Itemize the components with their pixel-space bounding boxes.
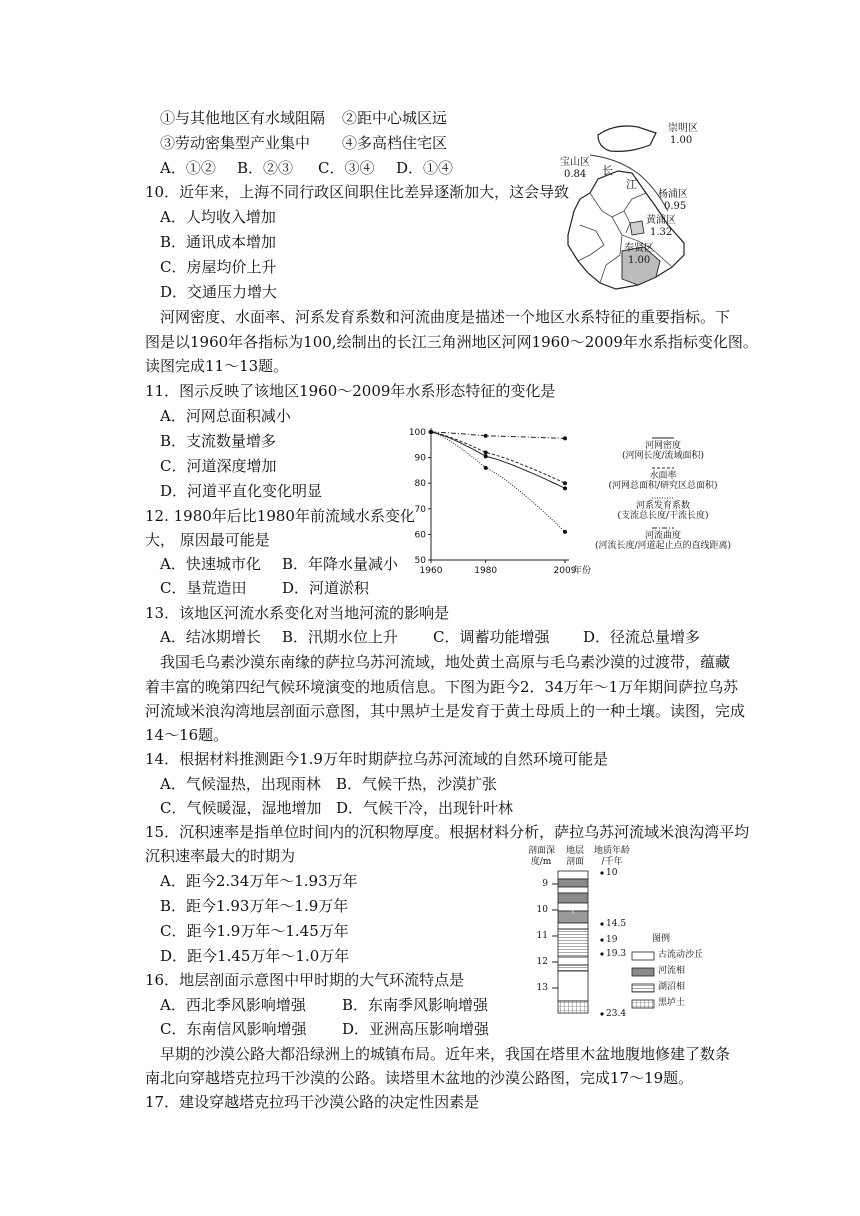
y-tick-label: 80 xyxy=(414,479,426,490)
column-header: 剖面深 xyxy=(528,846,556,856)
district-name: 宝山区 xyxy=(560,157,590,168)
series-line xyxy=(431,432,565,532)
q11-option-b: B．支流数量增多 xyxy=(160,432,277,450)
q9-option-4: ④多高档住宅区 xyxy=(342,134,448,152)
q16-stem: 16．地层剖面示意图中甲时期的大气环流特点是 xyxy=(145,971,465,989)
district-ratio: 0.95 xyxy=(664,201,687,212)
paragraph-line: 着丰富的晚第四纪气候环境演变的地质信息。下图为距今2．34万年～1万年期间萨拉乌苏 xyxy=(145,678,739,696)
q12-option-c: C．垦荒造田 xyxy=(160,579,247,597)
q17-stem: 17．建设穿越塔克拉玛干沙漠公路的决定性因素是 xyxy=(145,1093,480,1111)
paragraph-line: 图是以1960年各指标为100,绘制出的长江三角洲地区河网1960～2009年水系指标变化图。 xyxy=(145,333,758,351)
stratigraphic-column xyxy=(528,846,728,1018)
q15-stem-1: 15．沉积速率是指单位时间内的沉积物厚度。根据材料分析，萨拉乌苏河流域米浪沟湾平均 xyxy=(145,823,750,841)
series-line xyxy=(431,432,565,488)
q12-option-d: D．河道淤积 xyxy=(282,579,370,597)
district-ratio: 1.32 xyxy=(650,227,673,238)
y-tick-label: 50 xyxy=(414,556,426,566)
data-point xyxy=(563,530,567,534)
age-label: 14.5 xyxy=(606,919,627,929)
data-point xyxy=(484,454,488,458)
legend-item: 河流相 xyxy=(658,966,686,976)
legend-item: 古流动沙丘 xyxy=(658,950,704,960)
q16-option-a: A．西北季风影响增强 xyxy=(160,996,306,1014)
q11-option-a: A．河网总面积减小 xyxy=(160,407,291,425)
q14-option-b: B．气候干热，沙漠扩张 xyxy=(336,775,498,793)
q12-stem-1: 12. 1980年后比1980年前流域水系变化 xyxy=(145,507,415,525)
data-point xyxy=(429,430,433,434)
q14-option-c: C．气候暖湿，湿地增加 xyxy=(160,799,322,817)
age-label: 19 xyxy=(606,935,618,945)
data-point xyxy=(484,434,488,438)
district-name: 杨浦区 xyxy=(658,189,688,200)
q16-option-b: B．东南季风影响增强 xyxy=(342,996,489,1014)
legend-desc: (支流总长度/干流长度) xyxy=(617,511,709,521)
q10-option-b: B．通讯成本增加 xyxy=(160,233,277,251)
q9-choice-d: D．①④ xyxy=(396,159,454,177)
district-name: 奉贤区 xyxy=(624,243,654,254)
district-ratio: 1.00 xyxy=(628,255,651,266)
y-tick-label: 90 xyxy=(414,453,426,464)
district-ratio: 0.84 xyxy=(564,169,587,180)
q11-option-d: D．河道平直化变化明显 xyxy=(160,482,323,500)
water-index-chart xyxy=(395,420,592,580)
q16-option-d: D．亚洲高压影响增强 xyxy=(342,1020,490,1038)
paragraph-line: 河网密度、水面率、河系发育系数和河流曲度是描述一个地区水系特征的重要指标。下 xyxy=(160,308,731,326)
depth-label: 13 xyxy=(536,983,548,993)
data-point xyxy=(484,450,488,454)
legend-item: 黑垆土 xyxy=(658,998,686,1008)
paragraph-line: 读图完成11～13题。 xyxy=(145,357,289,375)
paragraph-line: 河流域米浪沟湾地层剖面示意图，其中黑垆土是发育于黄土母质上的一种土壤。读图，完成 xyxy=(145,702,746,720)
column-header: 剖面 xyxy=(565,857,584,867)
q16-option-c: C．东南信风影响增强 xyxy=(160,1020,307,1038)
district-name: 崇明区 xyxy=(668,123,698,134)
q14-stem: 14．根据材料推测距今1.9万年时期萨拉乌苏河流域的自然环境可能是 xyxy=(145,750,608,768)
q13-option-a: A．结冰期增长 xyxy=(160,628,261,646)
river-label: 长 xyxy=(602,164,613,177)
q9-option-1: ①与其他地区有水域阻隔 xyxy=(160,109,326,127)
legend-name: 水面率 xyxy=(649,471,677,481)
q9-option-2: ②距中心城区远 xyxy=(342,109,448,127)
q10-stem: 10．近年来，上海不同行政区间职住比差异逐渐加大，这会导致 xyxy=(145,183,570,201)
x-axis-label: 年份 xyxy=(573,566,592,576)
paragraph-line: 我国毛乌素沙漠东南缘的萨拉乌苏河流域，地处黄土高原与毛乌素沙漠的过渡带，蕴藏 xyxy=(160,653,731,671)
shanghai-map xyxy=(560,115,720,300)
q13-option-b: B．汛期水位上升 xyxy=(282,628,399,646)
depth-label: 11 xyxy=(536,931,548,941)
legend-title: 图例 xyxy=(652,934,671,944)
district-name: 黄浦区 xyxy=(646,215,676,226)
depth-label: 10 xyxy=(536,905,548,915)
river-label: 江 xyxy=(626,178,637,191)
q12-option-b: B．年降水量减小 xyxy=(282,555,399,573)
q9-choice-c: C．③④ xyxy=(318,159,375,177)
q15-stem-2: 沉积速率最大的时期为 xyxy=(145,847,296,865)
district-ratio: 1.00 xyxy=(670,135,693,146)
chart-legend xyxy=(588,434,738,554)
legend-name: 河流曲度 xyxy=(644,531,681,541)
depth-label: 9 xyxy=(542,879,548,889)
legend-item: 湖沼相 xyxy=(658,982,686,992)
data-point xyxy=(563,436,567,440)
q9-choice-b: B．②③ xyxy=(237,159,294,177)
paragraph-line: 14～16题。 xyxy=(145,726,229,744)
x-tick-label: 1980 xyxy=(474,566,498,576)
legend-desc: (河网长度/流域面积) xyxy=(621,451,705,461)
legend-name: 河网密度 xyxy=(644,441,681,451)
depth-label: 12 xyxy=(536,957,548,967)
column-header: /千年 xyxy=(601,857,623,867)
y-tick-label: 60 xyxy=(414,530,426,541)
y-tick-label: 70 xyxy=(414,504,426,515)
q10-option-c: C．房屋均价上升 xyxy=(160,258,277,276)
q13-option-c: C．调蓄功能增强 xyxy=(433,628,550,646)
paragraph-line: 早期的沙漠公路大都沿绿洲上的城镇布局。近年来，我国在塔里木盆地腹地修建了数条 xyxy=(160,1045,731,1063)
q10-option-a: A．人均收入增加 xyxy=(160,208,276,226)
data-point xyxy=(563,481,567,485)
age-label: 19.3 xyxy=(606,949,627,959)
column-header: 地层 xyxy=(565,846,584,856)
q11-stem: 11．图示反映了该地区1960～2009年水系形态特征的变化是 xyxy=(145,382,556,400)
q15-option-a: A．距今2.34万年～1.93万年 xyxy=(160,872,358,890)
q15-option-d: D．距今1.45万年～1.0万年 xyxy=(160,947,350,965)
q15-option-c: C．距今1.9万年～1.45万年 xyxy=(160,922,349,940)
data-point xyxy=(484,466,488,470)
q13-option-d: D．径流总量增多 xyxy=(583,628,701,646)
column-header: 度/m xyxy=(530,857,552,867)
q9-choice-a: A．①② xyxy=(160,159,216,177)
age-label: 23.4 xyxy=(606,1009,627,1019)
layer-jia-label: 甲 xyxy=(568,905,578,916)
q14-option-a: A．气候湿热，出现雨林 xyxy=(160,775,321,793)
legend-desc: (河流长度/河道起止点的直线距离) xyxy=(594,541,732,551)
q11-option-c: C．河道深度增加 xyxy=(160,457,277,475)
legend-desc: (河网总面积/研究区总面积) xyxy=(608,481,718,491)
age-label: 10 xyxy=(606,868,618,878)
x-tick-label: 2009 xyxy=(553,566,577,576)
column-header: 地质年龄 xyxy=(593,846,630,856)
x-tick-label: 1960 xyxy=(419,566,443,576)
q13-stem: 13．该地区河流水系变化对当地河流的影响是 xyxy=(145,604,450,622)
y-tick-label: 100 xyxy=(408,428,426,438)
q9-option-3: ③劳动密集型产业集中 xyxy=(160,134,311,152)
q12-stem-2: 大， 原因最可能是 xyxy=(145,531,270,549)
q15-option-b: B．距今1.93万年～1.9万年 xyxy=(160,897,349,915)
q10-option-d: D．交通压力增大 xyxy=(160,283,278,301)
paragraph-line: 南北向穿越塔克拉玛干沙漠的公路。读塔里木盆地的沙漠公路图，完成17～19题。 xyxy=(145,1069,694,1087)
series-line xyxy=(431,432,565,483)
legend-name: 河系发育系数 xyxy=(635,501,690,511)
q12-option-a: A．快速城市化 xyxy=(160,555,261,573)
data-point xyxy=(563,486,567,490)
q14-option-d: D．气候干冷，出现针叶林 xyxy=(336,799,514,817)
